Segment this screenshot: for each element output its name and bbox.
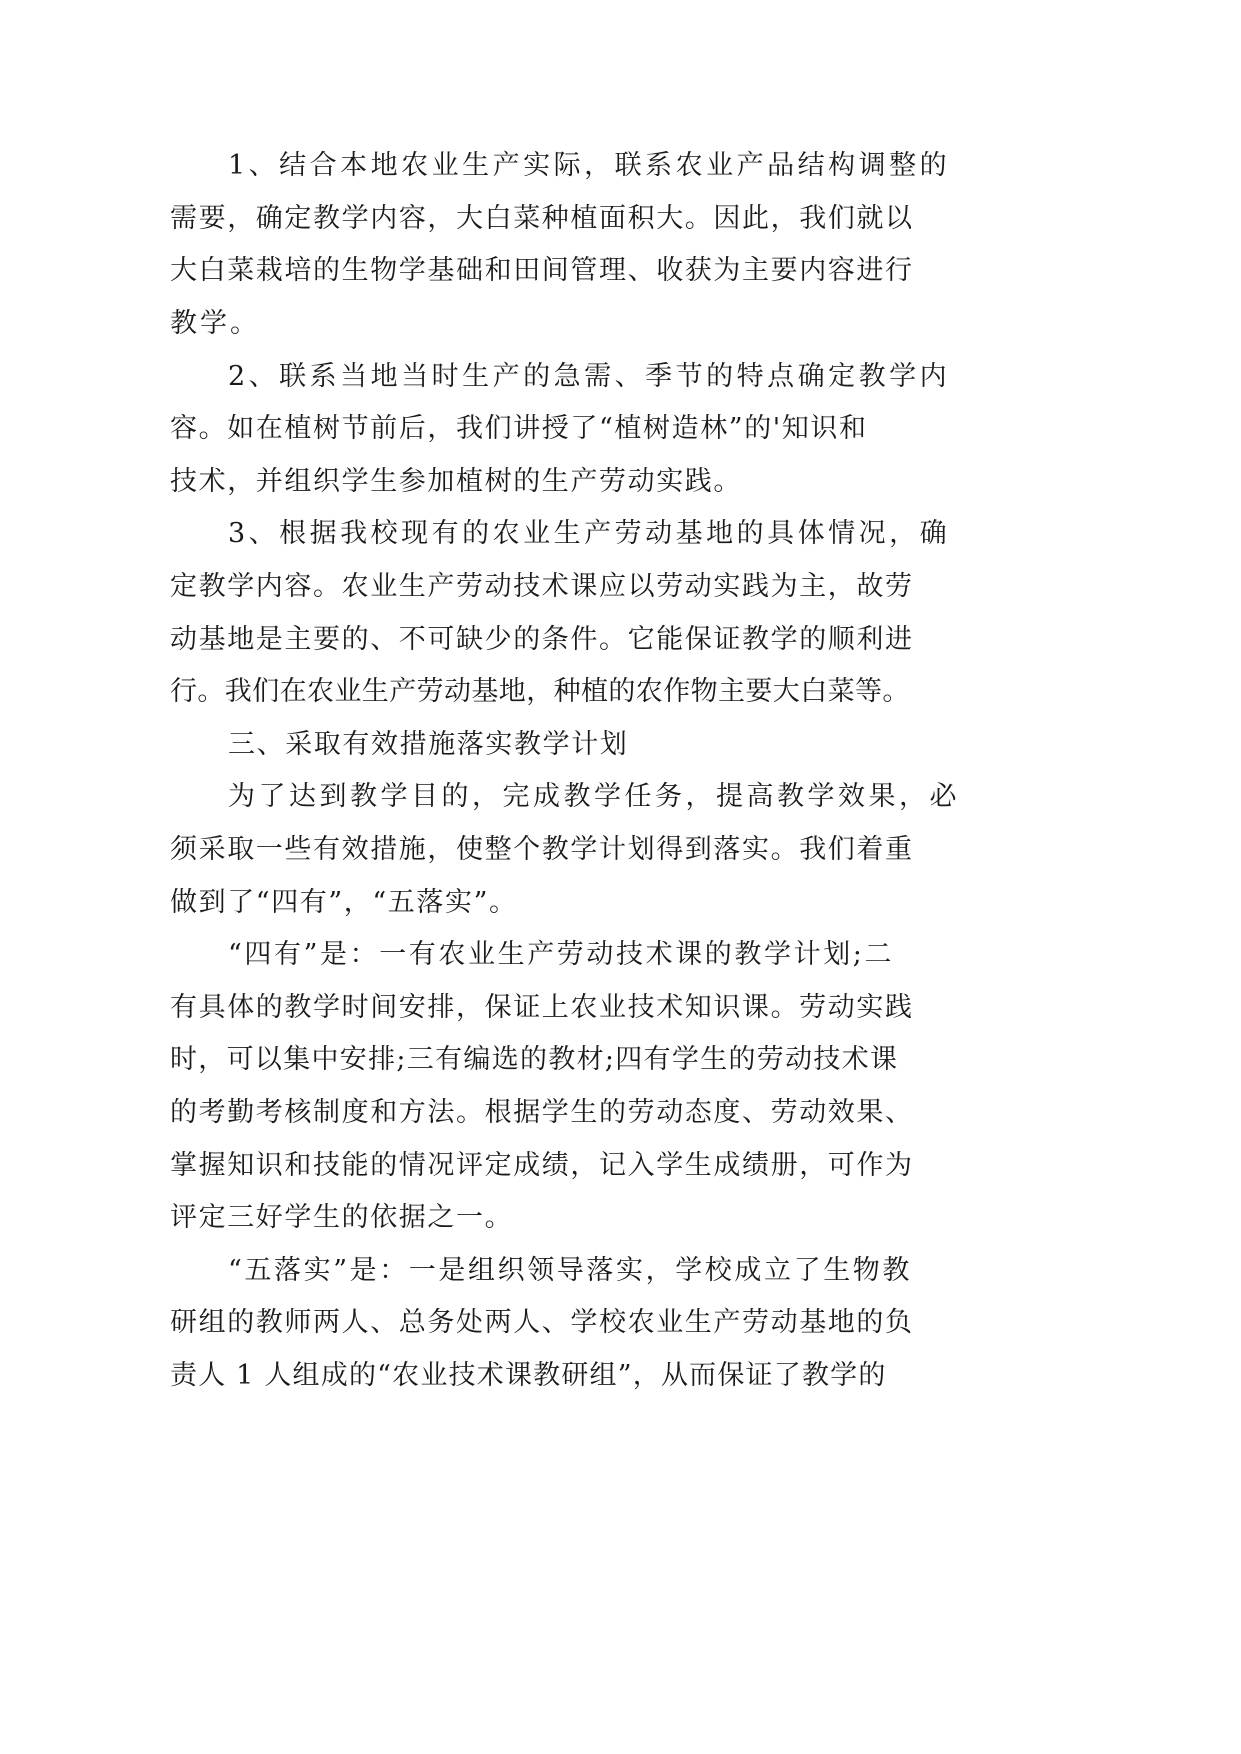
text-line: 有具体的教学时间安排，保证上农业技术知识课。劳动实践 [170,992,914,1023]
text-line: 技术，并组织学生参加植树的生产劳动实践。 [170,466,742,497]
text-line: 2、联系当地当时生产的急需、季节的特点确定教学内 [228,361,951,392]
text-line: 行。我们在农业生产劳动基地，种植的农作物主要大白菜等。 [170,676,910,707]
text-line: “四有”是：一有农业生产劳动技术课的教学计划;二 [228,939,895,970]
section-heading: 三、采取有效措施落实教学计划 [228,729,629,760]
text-line: 教学。 [170,308,260,339]
text-line: 评定三好学生的依据之一。 [170,1202,514,1233]
text-line: 责人 1 人组成的“农业技术课教研组”，从而保证了教学的 [170,1360,887,1391]
text-line: 研组的教师两人、总务处两人、学校农业生产劳动基地的负 [170,1307,914,1338]
text-line: 时，可以集中安排;三有编选的教材;四有学生的劳动技术课 [170,1044,899,1075]
text-line: 1、结合本地农业生产实际，联系农业产品结构调整的 [228,150,951,181]
text-line: “五落实”是：一是组织领导落实，学校成立了生物教 [228,1255,913,1286]
text-line: 的考勤考核制度和方法。根据学生的劳动态度、劳动效果、 [170,1097,914,1128]
text-line: 3、根据我校现有的农业生产劳动基地的具体情况，确 [228,518,951,549]
text-line: 动基地是主要的、不可缺少的条件。它能保证教学的顺利进 [170,624,914,655]
text-line: 定教学内容。农业生产劳动技术课应以劳动实践为主，故劳 [170,571,914,602]
text-line: 掌握知识和技能的情况评定成绩，记入学生成绩册，可作为 [170,1150,914,1181]
text-line: 为了达到教学目的，完成教学任务，提高教学效果，必 [228,781,960,812]
text-line: 大白菜栽培的生物学基础和田间管理、收获为主要内容进行 [170,255,914,286]
text-line: 做到了“四有”，“五落实”。 [170,887,518,918]
text-line: 容。如在植树节前后，我们讲授了“植树造林”的'知识和 [170,413,868,444]
text-line: 需要，确定教学内容，大白菜种植面积大。因此，我们就以 [170,203,914,234]
text-line: 须采取一些有效措施，使整个教学计划得到落实。我们着重 [170,834,914,865]
